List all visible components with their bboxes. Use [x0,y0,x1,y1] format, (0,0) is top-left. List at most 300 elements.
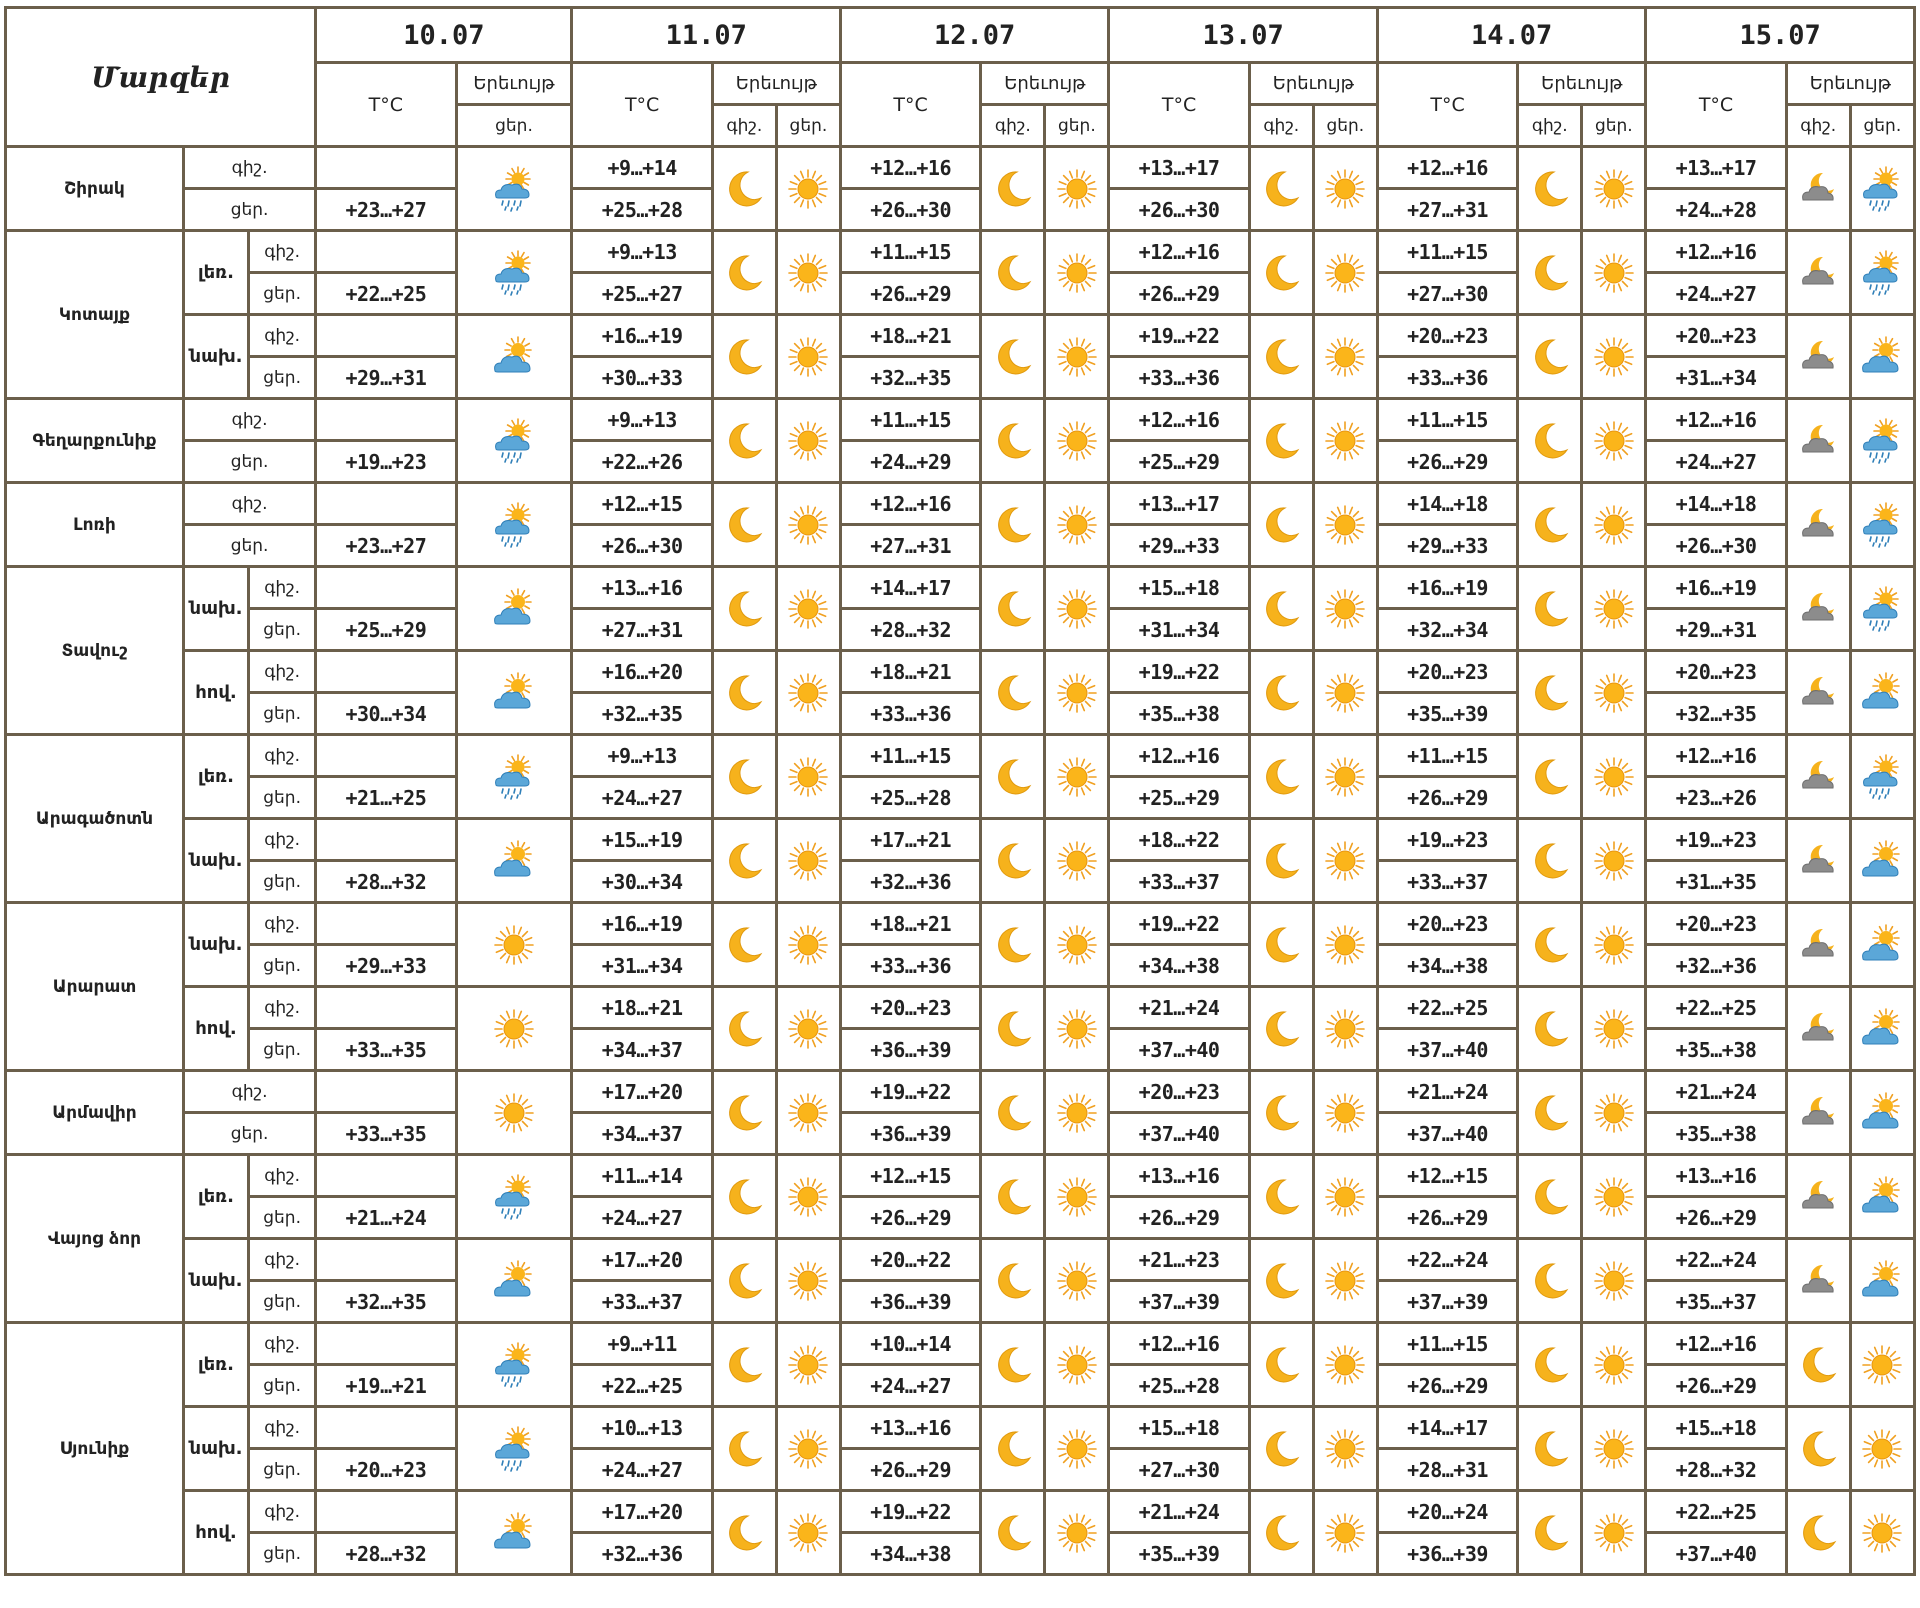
night-label: գիշ. [249,1239,316,1281]
temp-day: +33…+37 [1377,861,1517,903]
weather-cell [1786,315,1850,399]
temp-day: +37…+40 [1109,1113,1249,1155]
temp-day: +28…+32 [840,609,980,651]
sun-cloud-rain-icon [490,766,538,785]
weather-cell [1786,1155,1850,1239]
moon-icon [1259,934,1303,953]
temp-night: +12…+15 [840,1155,980,1197]
temp-night: +12…+15 [572,483,712,525]
sun-icon [1055,178,1099,197]
subregion-name: նախ. [183,315,248,399]
temp-night: +17…+20 [572,1491,712,1533]
cloudy-moon-icon [1796,262,1840,281]
weather-cell [1249,651,1313,735]
moon-icon [1259,682,1303,701]
weather-cell [456,987,572,1071]
temp-night: +14…+18 [1377,483,1517,525]
moon-icon [722,430,766,449]
sun-icon [492,1102,536,1121]
night-label: գիշ. [1249,105,1313,147]
temp-day: +27…+30 [1377,273,1517,315]
moon-icon [991,346,1035,365]
temp-night: +19…+22 [1109,903,1249,945]
moon-icon [722,1354,766,1373]
weather-cell [1786,1491,1850,1575]
sun-icon [1055,1186,1099,1205]
night-label: գիշ. [249,1155,316,1197]
temp-day: +29…+31 [1646,609,1786,651]
temp-day: +25…+28 [572,189,712,231]
temp-day: +24…+27 [1646,273,1786,315]
temp-night: +19…+22 [1109,651,1249,693]
sun-cloud-rain-icon [1858,430,1906,449]
temp-night: +19…+22 [1109,315,1249,357]
moon-icon [722,346,766,365]
temp-day: +26…+30 [1646,525,1786,567]
temp-night: +11…+15 [1377,735,1517,777]
weather-cell [456,1491,572,1575]
weather-cell [1249,1491,1313,1575]
weather-cell [1313,483,1377,567]
weather-cell [1249,231,1313,315]
sun-icon [786,1270,830,1289]
weather-cell [1313,903,1377,987]
temp-night: +13…+16 [840,1407,980,1449]
night-label: գիշ. [249,1407,316,1449]
moon-icon [722,1018,766,1037]
sun-icon [786,430,830,449]
weather-cell [1850,819,1914,903]
sun-cloud-rain-icon [490,1186,538,1205]
temp-night: +15…+19 [572,819,712,861]
moon-icon [722,934,766,953]
sun-icon [1592,1186,1636,1205]
night-label: գիշ. [183,147,315,189]
temp-day: +24…+27 [1646,441,1786,483]
weather-cell [1249,567,1313,651]
day-label: ցեր. [1045,105,1109,147]
weather-cell [1518,735,1582,819]
weather-cell [1850,147,1914,231]
temp-day: +26…+30 [572,525,712,567]
temp-night: +18…+21 [840,315,980,357]
temp-day: +37…+40 [1646,1533,1786,1575]
weather-cell [776,1155,840,1239]
sun-icon [786,178,830,197]
temp-day: +35…+37 [1646,1281,1786,1323]
weather-cell [1313,567,1377,651]
date-header-10.07: 10.07 [316,8,572,63]
weather-cell [1045,1071,1109,1155]
weather-cell [712,735,776,819]
moon-icon [722,766,766,785]
temp-night: +11…+15 [1377,1323,1517,1365]
temp-day: +34…+38 [840,1533,980,1575]
cloudy-moon-icon [1796,598,1840,617]
temp-day: +25…+29 [1109,777,1249,819]
temp-day: +24…+29 [840,441,980,483]
moon-icon [1259,1186,1303,1205]
temp-night: +12…+16 [1109,231,1249,273]
subregion-name: նախ. [183,903,248,987]
temp-day: +21…+24 [316,1197,456,1239]
temp-night: +11…+15 [840,231,980,273]
temp-night: +10…+13 [572,1407,712,1449]
day-label: ցեր. [249,357,316,399]
temp-day: +25…+28 [1109,1365,1249,1407]
moon-icon [1259,178,1303,197]
sun-icon [786,1018,830,1037]
sun-icon [1323,430,1367,449]
sun-icon [1055,1522,1099,1541]
temp-night: +11…+15 [1377,231,1517,273]
sun-cloud-rain-icon [490,430,538,449]
sun-icon [1592,430,1636,449]
moon-icon [1259,1522,1303,1541]
weather-cell [1045,399,1109,483]
subregion-name: նախ. [183,1407,248,1491]
temp-day: +33…+36 [840,945,980,987]
temp-night: +22…+25 [1377,987,1517,1029]
weather-cell [1249,1323,1313,1407]
temp-night-empty [316,1155,456,1197]
sun-cloud-icon [1858,850,1906,869]
sun-icon [1055,1354,1099,1373]
moon-icon [991,1186,1035,1205]
moon-icon [991,178,1035,197]
night-label: գիշ. [249,819,316,861]
weather-cell [712,483,776,567]
weather-cell [981,1323,1045,1407]
moon-icon [1528,1018,1572,1037]
moon-icon [722,1522,766,1541]
weather-cell [1850,1323,1914,1407]
weather-cell [712,1491,776,1575]
temp-night: +19…+22 [840,1071,980,1113]
temp-night-empty [316,1323,456,1365]
region-name: Լոռի [6,483,184,567]
weather-cell [1249,315,1313,399]
temp-day: +31…+35 [1646,861,1786,903]
sun-cloud-icon [490,1270,538,1289]
sun-cloud-icon [1858,934,1906,953]
temp-day: +26…+30 [1109,189,1249,231]
weather-cell [712,1239,776,1323]
weather-cell [1249,1239,1313,1323]
day-label: ցեր. [183,189,315,231]
weather-cell [981,1155,1045,1239]
table-row [6,987,1915,1029]
weather-cell [712,1407,776,1491]
moon-icon [991,934,1035,953]
weather-cell [712,1071,776,1155]
table-row [6,1155,1915,1197]
subregion-name: հով. [183,1491,248,1575]
sun-cloud-icon [1858,682,1906,701]
temp-day: +28…+31 [1377,1449,1517,1491]
region-name: Արագածոտն [6,735,184,903]
temp-label: T°C [1377,63,1517,147]
weather-cell [1313,147,1377,231]
weather-cell [1518,1323,1582,1407]
weather-cell [1313,819,1377,903]
temp-day: +32…+35 [1646,693,1786,735]
temp-night: +20…+23 [840,987,980,1029]
temp-night: +12…+16 [1646,735,1786,777]
weather-cell [1786,483,1850,567]
temp-day: +27…+31 [840,525,980,567]
night-label: գիշ. [249,903,316,945]
sun-icon [1323,346,1367,365]
temp-day: +19…+21 [316,1365,456,1407]
weather-cell [1582,1071,1646,1155]
weather-cell [1313,651,1377,735]
weather-cell [1518,231,1582,315]
day-label: ցեր. [776,105,840,147]
day-label: ցեր. [1313,105,1377,147]
temp-day: +26…+29 [1377,441,1517,483]
night-label: գիշ. [249,1323,316,1365]
temp-day: +35…+38 [1646,1029,1786,1071]
moon-icon [1528,1438,1572,1457]
weather-cell [712,147,776,231]
weather-cell [1249,1407,1313,1491]
sun-cloud-icon [490,850,538,869]
sun-icon [1323,178,1367,197]
moon-icon [991,514,1035,533]
weather-cell [1582,1155,1646,1239]
weather-cell [776,651,840,735]
weather-cell [1582,315,1646,399]
sun-cloud-rain-icon [490,1354,538,1373]
weather-cell [1518,819,1582,903]
temp-day: +26…+29 [1377,1365,1517,1407]
cloudy-moon-icon [1796,682,1840,701]
temp-day: +26…+29 [1377,1197,1517,1239]
temp-day: +29…+31 [316,357,456,399]
temp-day: +26…+29 [1646,1197,1786,1239]
weather-label: Երեւույթ [1786,63,1914,105]
temp-day: +26…+29 [840,1449,980,1491]
temp-day: +32…+34 [1377,609,1517,651]
temp-label: T°C [1646,63,1786,147]
temp-night: +20…+23 [1646,315,1786,357]
subregion-name: նախ. [183,819,248,903]
temp-night: +22…+25 [1646,1491,1786,1533]
weather-cell [981,903,1045,987]
weather-cell [1313,1071,1377,1155]
weather-cell [776,399,840,483]
moon-icon [991,1438,1035,1457]
temp-night: +15…+18 [1109,1407,1249,1449]
cloudy-moon-icon [1796,430,1840,449]
temp-night: +18…+21 [840,903,980,945]
date-header-13.07: 13.07 [1109,8,1377,63]
temp-night: +20…+22 [840,1239,980,1281]
weather-cell [1582,231,1646,315]
weather-cell [1850,1407,1914,1491]
sun-icon [1592,262,1636,281]
temp-night: +9…+11 [572,1323,712,1365]
sun-icon [1592,346,1636,365]
sun-icon [1592,766,1636,785]
temp-night: +20…+23 [1377,903,1517,945]
moon-icon [1259,514,1303,533]
temp-day: +36…+39 [840,1113,980,1155]
sun-icon [1323,766,1367,785]
temp-night: +12…+16 [840,483,980,525]
temp-day: +24…+27 [572,1449,712,1491]
temp-night: +21…+24 [1109,987,1249,1029]
temp-night: +15…+18 [1109,567,1249,609]
sun-icon [1055,1270,1099,1289]
temp-night: +21…+24 [1646,1071,1786,1113]
temp-night-empty [316,1491,456,1533]
weather-cell [776,567,840,651]
weather-cell [1582,567,1646,651]
night-label: գիշ. [981,105,1045,147]
temp-night: +13…+17 [1109,147,1249,189]
weather-cell [1850,1155,1914,1239]
weather-cell [1045,987,1109,1071]
temp-day: +22…+26 [572,441,712,483]
moon-icon [1259,1102,1303,1121]
night-label: գիշ. [1786,105,1850,147]
moon-icon [1259,1270,1303,1289]
temp-night-empty [316,819,456,861]
moon-icon [1796,1438,1840,1457]
temp-night: +19…+22 [840,1491,980,1533]
moon-icon [1796,1354,1840,1373]
day-label: ցեր. [1582,105,1646,147]
temp-night: +11…+15 [840,735,980,777]
region-name: Տավուշ [6,567,184,735]
temp-day: +33…+36 [1377,357,1517,399]
temp-night: +14…+17 [840,567,980,609]
weather-cell [1582,147,1646,231]
temp-night: +11…+15 [1377,399,1517,441]
weather-cell [776,231,840,315]
sun-icon [1860,1522,1904,1541]
sun-icon [1323,598,1367,617]
weather-cell [1249,147,1313,231]
temp-night: +16…+19 [572,903,712,945]
temp-day: +32…+36 [1646,945,1786,987]
temp-day: +29…+33 [1109,525,1249,567]
temp-day: +30…+33 [572,357,712,399]
sun-icon [1592,1354,1636,1373]
weather-cell [456,1071,572,1155]
temp-day: +23…+27 [316,189,456,231]
temp-day: +26…+30 [840,189,980,231]
sun-icon [786,346,830,365]
weather-cell [456,903,572,987]
temp-day: +36…+39 [840,1029,980,1071]
weather-cell [1786,147,1850,231]
sun-icon [1323,262,1367,281]
sun-cloud-rain-icon [1858,766,1906,785]
night-label: գիշ. [249,651,316,693]
day-label: ցեր. [249,1029,316,1071]
day-label: ցեր. [456,105,572,147]
moon-icon [1528,934,1572,953]
day-label: ցեր. [249,861,316,903]
weather-cell [1045,315,1109,399]
temp-day: +34…+37 [572,1113,712,1155]
date-header-11.07: 11.07 [572,8,840,63]
temp-night-empty [316,903,456,945]
weather-cell [712,903,776,987]
weather-cell [1850,651,1914,735]
temp-day: +33…+35 [316,1113,456,1155]
sun-icon [786,514,830,533]
sun-icon [1055,850,1099,869]
day-label: ցեր. [249,945,316,987]
weather-cell [1045,903,1109,987]
temp-night-empty [316,1239,456,1281]
weather-cell [1518,903,1582,987]
weather-cell [1582,987,1646,1071]
weather-cell [981,1491,1045,1575]
weather-cell [1582,903,1646,987]
moon-icon [991,766,1035,785]
day-label: ցեր. [249,1533,316,1575]
weather-cell [712,231,776,315]
weather-cell [1582,1239,1646,1323]
sun-icon [1323,1018,1367,1037]
weather-cell [1249,1071,1313,1155]
weather-forecast-table [4,6,1916,1576]
temp-day: +26…+29 [840,273,980,315]
temp-day: +31…+34 [1646,357,1786,399]
temp-day: +33…+35 [316,1029,456,1071]
sun-icon [1592,1438,1636,1457]
temp-night: +12…+16 [1109,399,1249,441]
weather-cell [1249,1155,1313,1239]
temp-night-empty [316,483,456,525]
weather-cell [1045,1491,1109,1575]
sun-cloud-icon [1858,1102,1906,1121]
weather-cell [1850,903,1914,987]
date-header-14.07: 14.07 [1377,8,1645,63]
sun-icon [1055,262,1099,281]
table-row [6,1323,1915,1365]
temp-day: +25…+28 [840,777,980,819]
weather-cell [1518,1491,1582,1575]
weather-cell [981,1239,1045,1323]
region-name: Արմավիր [6,1071,184,1155]
temp-night: +12…+16 [1646,1323,1786,1365]
weather-cell [1045,1155,1109,1239]
moon-icon [1528,178,1572,197]
temp-day: +33…+36 [840,693,980,735]
moon-icon [1259,430,1303,449]
region-name: Կոտայք [6,231,184,399]
weather-cell [1518,315,1582,399]
temp-day: +35…+39 [1109,1533,1249,1575]
moon-icon [722,1270,766,1289]
temp-day: +34…+38 [1377,945,1517,987]
subregion-name: հով. [183,651,248,735]
weather-cell [1249,903,1313,987]
weather-cell [1313,1155,1377,1239]
table-row [6,567,1915,609]
weather-cell [1045,1323,1109,1407]
region-name: Արարատ [6,903,184,1071]
weather-cell [1850,1239,1914,1323]
subregion-name: լեռ. [183,1323,248,1407]
temp-night: +16…+19 [1646,567,1786,609]
